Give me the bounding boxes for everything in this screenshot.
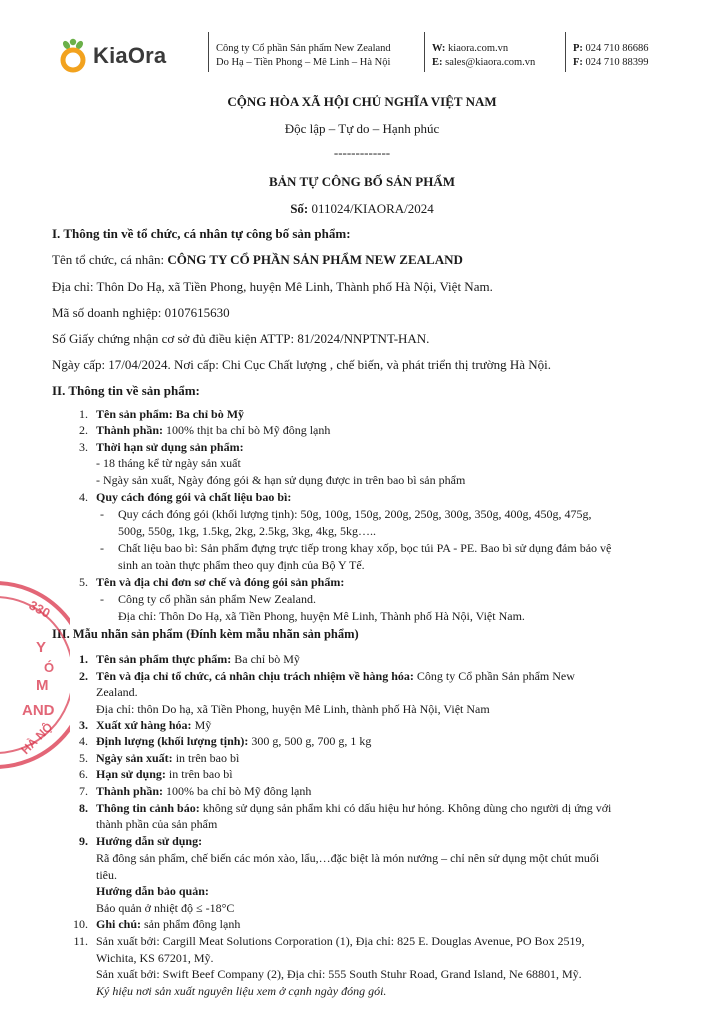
item-number: 6.	[79, 767, 88, 781]
item-number: 2.	[79, 423, 88, 437]
email-label: E:	[432, 57, 443, 68]
producer-label	[96, 575, 344, 590]
packing-label-text: Quy cách đóng gói và chất liệu bao bì:	[96, 490, 292, 504]
item-number: 4.	[79, 734, 88, 748]
item-number: 1.	[79, 407, 88, 421]
number-value: 011024/KIAORA/2024	[311, 201, 434, 216]
item-number: 1.	[79, 652, 88, 666]
item-number: 10.	[73, 917, 88, 931]
net-weight	[96, 734, 371, 749]
manufacture-date-text: in trên bao bì	[172, 751, 240, 765]
product-name-label: Tên sản phẩm: Ba chỉ bò Mỹ	[96, 407, 245, 421]
svg-text:HÀ NỘ: HÀ NỘ	[18, 719, 56, 758]
usage-line: Rã đông sản phẩm, chế biến các món xào, lẩu,…đặc biệt là món nướng – chỉ nên sử dụng một chút muối	[96, 851, 600, 865]
header-divider	[565, 32, 566, 72]
cert-issued: Ngày cấp: 17/04/2024. Nơi cấp: Chi Cục Chất lượng , chế biến, và phát triển thị trường Hà Nội.	[52, 357, 552, 372]
usage-label	[96, 834, 202, 849]
net-weight-label: Định lượng (khối lượng tịnh):	[96, 734, 249, 748]
shelf-life-line: - Ngày sản xuất, Ngày đóng gói & hạn sử dụng được in trên bao bì sản phẩm	[96, 473, 466, 487]
producer-line: Địa chỉ: Thôn Do Hạ, xã Tiền Phong, huyện Mê Linh, Thành phố Hà Nội, Việt Nam.	[118, 609, 525, 623]
responsible-party	[96, 669, 575, 684]
item-number: 9.	[79, 834, 88, 848]
kiaora-logo	[56, 33, 196, 77]
manufacturer-1: Sản xuất bởi: Cargill Meat Solutions Corporation (1), Địa chỉ: 825 E. Douglas Avenue, PO Box 2519,	[96, 934, 585, 948]
web-value[interactable]: kiaora.com.vn	[448, 43, 509, 54]
web-label: W:	[432, 43, 446, 54]
origin-text: Mỹ	[191, 718, 212, 732]
bullet-dash: -	[100, 507, 104, 521]
section-2-heading: II. Thông tin về sản phẩm:	[52, 383, 200, 398]
label-product-name-text: Ba chỉ bò Mỹ	[231, 652, 300, 666]
phone-value: 024 710 86686	[585, 43, 649, 54]
document-number	[0, 201, 724, 217]
warning-label: Thông tin cảnh báo:	[96, 801, 200, 815]
manufacture-date	[96, 751, 239, 766]
phone-label: P:	[573, 43, 583, 54]
producer-label-text: Tên và địa chỉ đơn sơ chế và đóng gói sản phẩm:	[96, 575, 345, 589]
manufacturer-2: Sản xuất bởi: Swift Beef Company (2), Địa chỉ: 555 South Stuhr Road, Grand Island, Ne 68801, Mỹ.	[96, 967, 582, 981]
storage-text: Bảo quản ở nhiệt độ ≤ -18°C	[96, 901, 235, 915]
shelf-life-line: - 18 tháng kể từ ngày sản xuất	[96, 456, 241, 470]
product-name	[96, 407, 244, 422]
nation-heading: CỘNG HÒA XÃ HỘI CHỦ NGHĨA VIỆT NAM	[227, 94, 497, 109]
number-label: Số:	[290, 201, 309, 216]
document-title: BẢN TỰ CÔNG BỐ SẢN PHẨM	[269, 174, 455, 189]
responsible-party-cont: Zealand.	[96, 685, 138, 699]
origin	[96, 718, 211, 733]
origin-code-note: Ký hiệu nơi sản xuất nguyên liệu xem ở cạnh ngày đóng gói.	[96, 984, 387, 998]
company-seal-stamp	[0, 570, 70, 780]
material-line: sinh an toàn thực phẩm theo quy định của Bộ Y Tế.	[118, 558, 365, 572]
usage-label-text: Hướng dẫn sử dụng:	[96, 834, 203, 848]
org-name-value: CÔNG TY CỔ PHẦN SẢN PHẨM NEW ZEALAND	[167, 252, 463, 267]
label-product-name-label: Tên sản phẩm thực phẩm:	[96, 652, 232, 666]
fax-value: 024 710 88399	[585, 57, 649, 68]
note-text: sản phẩm đông lạnh	[141, 917, 241, 931]
ingredients-text: 100% thịt ba chỉ bò Mỹ đông lạnh	[163, 423, 331, 437]
item-number: 3.	[79, 718, 88, 732]
fax-label: F:	[573, 57, 583, 68]
producer-line: Công ty cổ phần sản phẩm New Zealand.	[118, 592, 316, 606]
item-number: 5.	[79, 575, 88, 589]
manufacturer-1-cont: Wichita, KS 67201, Mỹ.	[96, 951, 214, 965]
storage-label: Hướng dẫn bảo quản:	[96, 884, 209, 898]
tax-code: Mã số doanh nghiệp: 0107615630	[52, 305, 230, 320]
header-divider	[424, 32, 425, 72]
origin-label: Xuất xứ hàng hóa:	[96, 718, 192, 732]
material-line: Chất liệu bao bì: Sản phẩm đựng trực tiếp trong khay xốp, bọc túi PA - PE. Bao bì sử dụng đảm bảo vệ	[118, 541, 612, 555]
item-number: 8.	[79, 801, 88, 815]
item-number: 3.	[79, 440, 88, 454]
item-number: 11.	[73, 934, 88, 948]
expiry-date-text: in trên bao bì	[165, 767, 233, 781]
kiwi-leaf-icon	[56, 33, 90, 73]
section-1-heading: I. Thông tin về tổ chức, cá nhân tự công bố sản phẩm:	[52, 226, 351, 241]
svg-text:M: M	[36, 677, 49, 694]
bullet-dash: -	[100, 592, 104, 606]
net-weight-text: 300 g, 500 g, 700 g, 1 kg	[248, 734, 372, 748]
label-ingredients-label: Thành phần:	[96, 784, 164, 798]
packing-spec-line: Quy cách đóng gói (khối lượng tịnh): 50g, 100g, 150g, 200g, 250g, 300g, 350g, 400g, 450g, 475g,	[118, 507, 592, 521]
brand-name: KiaOra	[93, 43, 167, 68]
bullet-dash: -	[100, 541, 104, 555]
expiry-date	[96, 767, 233, 782]
label-ingredients-text: 100% ba chỉ bò Mỹ đông lạnh	[163, 784, 312, 798]
note	[96, 917, 240, 932]
item-number: 7.	[79, 784, 88, 798]
responsible-party-address: Địa chỉ: thôn Do hạ, xã Tiền Phong, huyện Mê Linh, thành phố Hà Nội, Việt Nam	[96, 702, 490, 716]
responsible-party-label: Tên và địa chỉ tổ chức, cá nhân chịu trách nhiệm về hàng hóa:	[96, 669, 414, 683]
item-number: 5.	[79, 751, 88, 765]
org-name-label: Tên tổ chức, cá nhân:	[52, 252, 165, 267]
org-address: Địa chỉ: Thôn Do Hạ, xã Tiền Phong, huyện Mê Linh, Thành phố Hà Nội, Việt Nam.	[52, 279, 493, 294]
note-label: Ghi chú:	[96, 917, 142, 931]
manufacture-date-label: Ngày sản xuất:	[96, 751, 173, 765]
shelf-life-label-text: Thời hạn sử dụng sản phẩm:	[96, 440, 244, 454]
company-line-2: Do Hạ – Tiền Phong – Mê Linh – Hà Nội	[216, 57, 391, 68]
email-value[interactable]: sales@kiaora.com.vn	[445, 57, 536, 68]
packing-label	[96, 490, 291, 505]
ingredients	[96, 423, 330, 438]
warning-text: không sử dụng sản phẩm khi có dấu hiệu hư hỏng. Không dùng cho người dị ứng với	[199, 801, 612, 815]
label-ingredients	[96, 784, 311, 799]
usage-line: tiêu.	[96, 868, 117, 882]
motto: Độc lập – Tự do – Hạnh phúc	[284, 121, 440, 136]
header-divider	[208, 32, 209, 72]
warning-cont: thành phần của sản phẩm	[96, 817, 218, 831]
contact-web-email	[432, 42, 535, 70]
contact-phone-fax	[573, 42, 649, 70]
org-name-row	[52, 252, 463, 268]
food-safety-cert: Số Giấy chứng nhận cơ sở đủ điều kiện ATTP: 81/2024/NNPTNT-HAN.	[52, 331, 430, 346]
label-product-name	[96, 652, 300, 667]
packing-spec-line: 500g, 550g, 1kg, 1.5kg, 2kg, 2.5kg, 3kg, 4kg, 5kg…..	[118, 524, 376, 538]
svg-text:Y: Y	[36, 639, 47, 656]
responsible-party-text: Công ty Cổ phần Sản phẩm New	[413, 669, 575, 683]
expiry-date-label: Hạn sử dụng:	[96, 767, 166, 781]
item-number: 2.	[79, 669, 88, 683]
ingredients-label: Thành phần:	[96, 423, 164, 437]
section-3-heading: III. Mẫu nhãn sản phẩm (Đính kèm mẫu nhãn sản phẩm)	[52, 627, 359, 641]
shelf-life-label	[96, 440, 244, 455]
item-number: 4.	[79, 490, 88, 504]
warning	[96, 801, 611, 816]
svg-text:330: 330	[26, 597, 53, 621]
dash-divider: -------------	[333, 145, 391, 160]
company-info	[216, 42, 391, 70]
svg-text:AND: AND	[22, 702, 55, 719]
company-line-1: Công ty Cổ phần Sản phẩm New Zealand	[216, 43, 391, 54]
svg-text:Ó: Ó	[44, 660, 55, 675]
